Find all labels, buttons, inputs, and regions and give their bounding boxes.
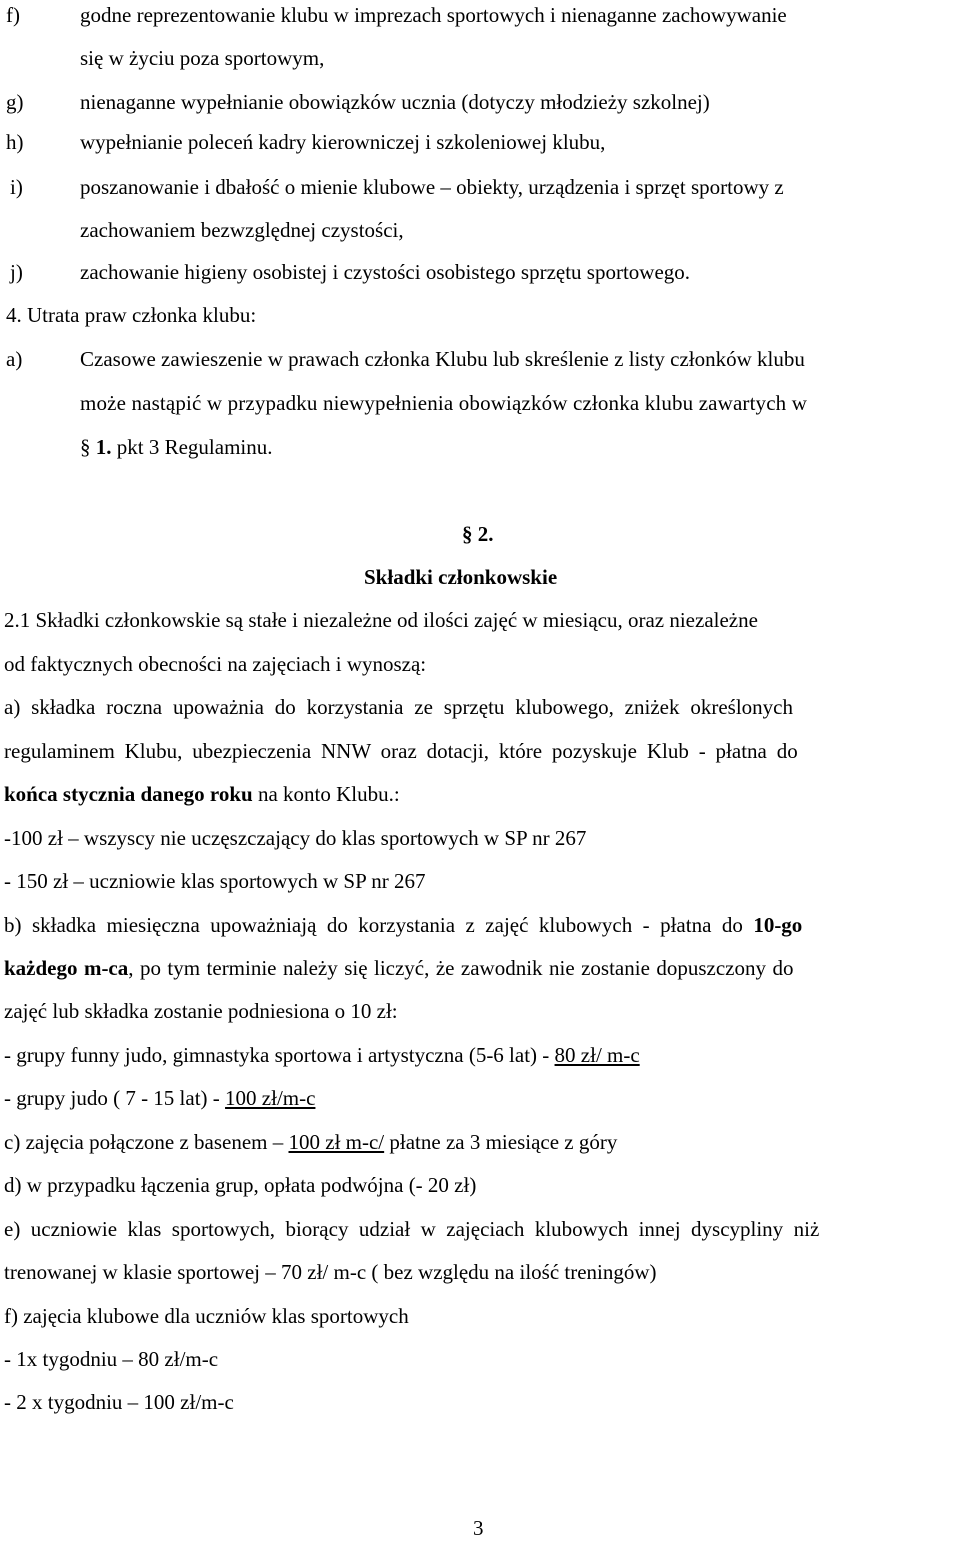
price: 80 zł/ m-c xyxy=(554,1043,640,1067)
item-label: j) xyxy=(10,260,23,284)
body-text-rest: płatne za 3 miesiące z góry xyxy=(384,1130,618,1154)
body-text: trenowanej w klasie sportowej – 70 zł/ m-c ( bez względu na ilość treningów) xyxy=(4,1260,657,1284)
item-label: g) xyxy=(6,90,24,114)
item-label: a) xyxy=(6,347,23,371)
item-text: nienaganne wypełnianie obowiązków ucznia (dotyczy młodzieży szkolnej) xyxy=(80,90,710,114)
body-text: c) zajęcia połączone z basenem – 100 zł m-c/ płatne za 3 miesiące z góry xyxy=(4,1130,618,1154)
section-title: Składki członkowskie xyxy=(364,565,558,589)
body-text: d) w przypadku łączenia grup, opłata podwójna (- 20 zł) xyxy=(4,1173,477,1197)
body-text: -100 zł – wszyscy nie uczęszczający do klas sportowych w SP nr 267 xyxy=(4,826,587,850)
item-text: wypełnianie poleceń kadry kierowniczej i szkoleniowej klubu, xyxy=(80,130,606,154)
body-text: regulaminem Klubu, ubezpieczenia NNW oraz dotacji, które pozyskuje Klub - płatna do xyxy=(4,739,798,763)
price: 100 zł/m-c xyxy=(225,1086,316,1110)
body-text: - 150 zł – uczniowie klas sportowych w SP nr 267 xyxy=(4,869,426,893)
body-text xyxy=(4,1042,640,1068)
body-text xyxy=(4,1085,315,1111)
item-label: h) xyxy=(6,130,24,154)
item-label: i) xyxy=(10,175,23,199)
item-text: godne reprezentowanie klubu w imprezach sportowych i nienaganne zachowywanie xyxy=(80,3,787,27)
body-text: zajęć lub składka zostanie podniesiona o 10 zł: xyxy=(4,999,398,1023)
body-text: od faktycznych obecności na zajęciach i wynoszą: xyxy=(4,652,427,676)
item-label: f) xyxy=(6,3,20,27)
body-text xyxy=(4,781,400,807)
price: 100 zł m-c/ xyxy=(288,1130,385,1154)
item-text: Czasowe zawieszenie w prawach członka Klubu lub skreślenie z listy członków klubu xyxy=(80,347,805,371)
body-text-rest: , po tym terminie należy się liczyć, że zawodnik nie zostanie dopuszczony do xyxy=(128,956,794,980)
body-text: 2.1 Składki członkowskie są stałe i niezależne od ilości zajęć w miesiącu, oraz niezależne xyxy=(4,608,758,632)
section-sign: § xyxy=(80,435,91,459)
body-text: f) zajęcia klubowe dla uczniów klas sportowych xyxy=(4,1304,409,1328)
body-text xyxy=(4,912,802,938)
item-text: się w życiu poza sportowym, xyxy=(80,46,325,70)
item-text xyxy=(80,434,273,460)
number: 2. xyxy=(477,522,494,546)
body-text: e) uczniowie klas sportowych, biorący udział w zajęciach klubowych innej dyscypliny niż xyxy=(4,1217,820,1241)
deadline: końca stycznia danego roku xyxy=(4,782,253,806)
body-text: - 1x tygodniu – 80 zł/m-c xyxy=(4,1347,219,1371)
page-number: 3 xyxy=(473,1516,484,1540)
item-text: poszanowanie i dbałość o mienie klubowe – obiekty, urządzenia i sprzęt sportowy z xyxy=(80,175,784,199)
body-text: - 2 x tygodniu – 100 zł/m-c xyxy=(4,1390,234,1414)
item-text: zachowaniem bezwzględnej czystości, xyxy=(80,218,404,242)
body-text-start: - grupy judo ( 7 - 15 lat) - xyxy=(4,1086,226,1110)
section-heading: 4. Utrata praw członka klubu: xyxy=(6,303,257,327)
paragraph-number xyxy=(462,521,494,547)
body-text-start: - grupy funny judo, gimnastyka sportowa i artystyczna (5-6 lat) - xyxy=(4,1043,555,1067)
item-text: może nastąpić w przypadku niewypełnienia obowiązków członka klubu zawartych w xyxy=(80,391,808,415)
item-text: zachowanie higieny osobistej i czystości osobistego sprzętu sportowego. xyxy=(80,260,691,284)
body-text: a) składka roczna upoważnia do korzystania ze sprzętu klubowego, zniżek określonych xyxy=(4,695,793,719)
body-text xyxy=(4,955,793,981)
section-ref-rest: pkt 3 Regulaminu. xyxy=(111,435,273,459)
body-text-start: b) składka miesięczna upoważniają do korzystania z zajęć klubowych - płatna do xyxy=(4,913,754,937)
body-text-start: c) zajęcia połączone z basenem xyxy=(4,1130,273,1154)
body-text-rest: na konto Klubu.: xyxy=(252,782,400,806)
deadline: 10-go xyxy=(753,913,803,937)
deadline: każdego m-ca xyxy=(4,956,129,980)
section-ref: 1. xyxy=(95,435,112,459)
section-sign: § xyxy=(462,522,473,546)
